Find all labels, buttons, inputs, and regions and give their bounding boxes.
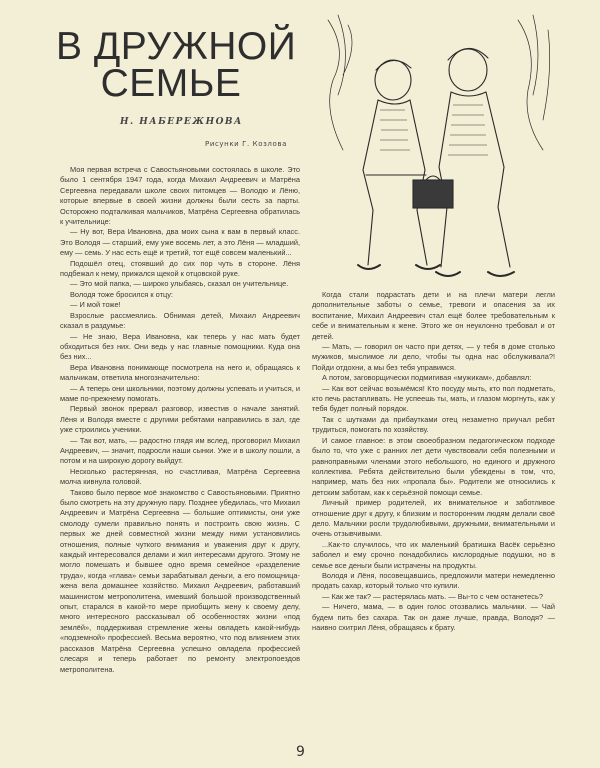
paragraph: Первый звонок прервал разговор, известив о начале занятий. Лёня и Володя вместе с другими ребятами направились в зал, где уже строились ученики. — [60, 404, 300, 435]
paragraph: — Мать, — говорил он часто при детях, — у тебя в доме столько мужиков, мыслимое ли дело, чтобы ты одна нас обслуживала?! Пойди отдохни, а мы без тебя управимся. — [312, 342, 555, 372]
page-number: 9 — [296, 744, 305, 760]
illustration-credit: Рисунки Г. Козлова — [205, 140, 288, 148]
paragraph: Взрослые рассмеялись. Обнимая детей, Михаил Андреевич сказал в раздумье: — [60, 310, 300, 331]
paragraph: Подошёл отец, стоявший до сих пор чуть в стороне. Лёня подбежал к нему, прижался щекой к отцовской руке. — [60, 258, 300, 279]
paragraph: — Ничего, мама, — в один голос отозвались мальчики. — Чай будем пить без сахара. Так он даже лучше, правда, Володя? — наивно схитрил Лёня, обращаясь к брату. — [312, 602, 555, 632]
paragraph: — Ну вот, Вера Ивановна, два моих сына к вам в первый класс. Это Володя — старший, ему уже восемь лет, а это Лёня — младший, ему — семь. У нас есть ещё и третий, тот ещё совсем маленький... — [60, 227, 300, 258]
paragraph: Несколько растерянная, но счастливая, Матрёна Сергеевна молча кивнула головой. — [60, 466, 300, 487]
paragraph: Когда стали подрастать дети и на плечи матери легли дополнительные заботы о семье, тревоги и опасения за их воспитание, Михаил Андреевич стал ещё более требовательным к себе и внимательным к жене. Этого же он неуклонно требовал и от детей. — [312, 290, 555, 341]
paragraph: Володя и Лёня, посовещавшись, предложили матери немедленно продать сахар, который только что купили. — [312, 570, 555, 591]
title-line-1: В ДРУЖНОЙ — [56, 25, 297, 68]
title-line-2: СЕМЬЕ — [100, 62, 242, 105]
paragraph: Володя тоже бросился к отцу: — [70, 289, 173, 299]
paragraph: Личный пример родителей, их внимательное и заботливое отношение друг к другу, к близким и посторонним людям делали своё дело. Мальчики росли трудолюбивыми, дружными, внимательными и очень отзывчивыми. — [312, 498, 555, 539]
paragraph: Вера Ивановна понимающе посмотрела на него и, обращаясь к мальчикам, ответила многозначительно: — [60, 362, 300, 383]
paragraph: Моя первая встреча с Савостьяновыми состоялась в школе. Это было 1 сентября 1947 года, когда Михаил Андреевич и Матрёна Сергеевна передавали школе своих питомцев — Володю и Лёню, которые впервые в своей жизни должны были сесть за парты. Осторожно подталкивая мальчиков, Матрёна Сергеевна обратилась к учительнице: — [60, 165, 300, 227]
paragraph: — Не знаю, Вера Ивановна, как теперь у нас мать будет обходиться без них. Они ведь у нас главные помощники. Куда она без них... — [60, 331, 300, 362]
left-text-column — [60, 165, 300, 675]
paragraph: И самое главное: в этом своеобразном педагогическом подходе было то, что уже с ранних лет дети чувствовали себя полезными и равноправными членами этого небольшого, но единого и дружного коллектива. Ребята действительно были убеждены в том, что, например, мать без них «пропала бы». Родители же относились к детским заботам, как к серьёзной помощи семье. — [312, 435, 555, 497]
paragraph: — А теперь они школьники, поэтому должны успевать и учиться, и маме по-прежнему помогать. — [60, 383, 300, 403]
paragraph: — Как же так? — растерялась мать. — Вы-то с чем останетесь? — [322, 591, 543, 601]
paragraph: — Так вот, мать, — радостно глядя им вслед, проговорил Михаил Андреевич, — значит, подросли наши сынки. Уже и в школу пошли, а потом и на широкую дорогу выйдут. — [60, 435, 300, 466]
paragraph: ...Как-то случилось, что их маленький братишка Васёк серьёзно заболел и ему срочно понадобились кислородные подушки, но в семье все деньги были истрачены на продукты. — [312, 539, 555, 570]
illustration-two-boys-walking — [318, 10, 563, 290]
paragraph: Так с шутками да прибаутками отец незаметно приучал ребят трудиться, помогать по хозяйству. — [312, 414, 555, 435]
paragraph: — Это мой папка, — широко улыбаясь, сказал он учительнице. — [70, 279, 289, 289]
paragraph: — Как вот сейчас возьмёмся! Кто посуду мыть, кто пол подметать, кто печь растапливать. Не успеешь ты, мать, и глазом моргнуть, как у тебя будет полный порядок. — [312, 383, 555, 414]
right-text-column — [312, 290, 555, 633]
article-title — [56, 25, 297, 105]
paragraph: — И мой тоже! — [70, 300, 121, 310]
paragraph: А потом, заговорщически подмигивая «мужикам», добавлял: — [322, 373, 532, 383]
author-name: Н. НАБЕРЕЖНОВА — [120, 117, 243, 127]
paragraph: Таково было первое моё знакомство с Савостьяновыми. Приятно было смотреть на эту дружную пару. Позднее убедилась, что Михаил Андреевич и Матрёна Сергеевна — большие оптимисты, они уже смолоду сумели правильно понять и построить свою жизнь. С первых же дней совместной жизни между ними установились отношения, полные чуткого внимания и уважения друг к другу, каждый интересовался делами и жил интересами другого. Этому не могло помешать и бывшее одно время семейное «разделение труда», когда «глава» семьи зарабатывал деньги, а его помощница-жена вела домашнее хозяйство. Михаил Андреевич, работавший машинистом метрополитена, имевший большой производственный опыт, старался в какой-то мере приобщить жену к своему делу, много интересного рассказывал об особенностях жизни «под землёй», поддерживая стремление жены овладеть какой-нибудь «подземной» профессией. Весьма вероятно, что под влиянием этих рассказов Матрёна Сергеевна успешно овладела профессией слесаря и теперь работает по ремонту электропоездов метрополитена. — [60, 487, 300, 674]
